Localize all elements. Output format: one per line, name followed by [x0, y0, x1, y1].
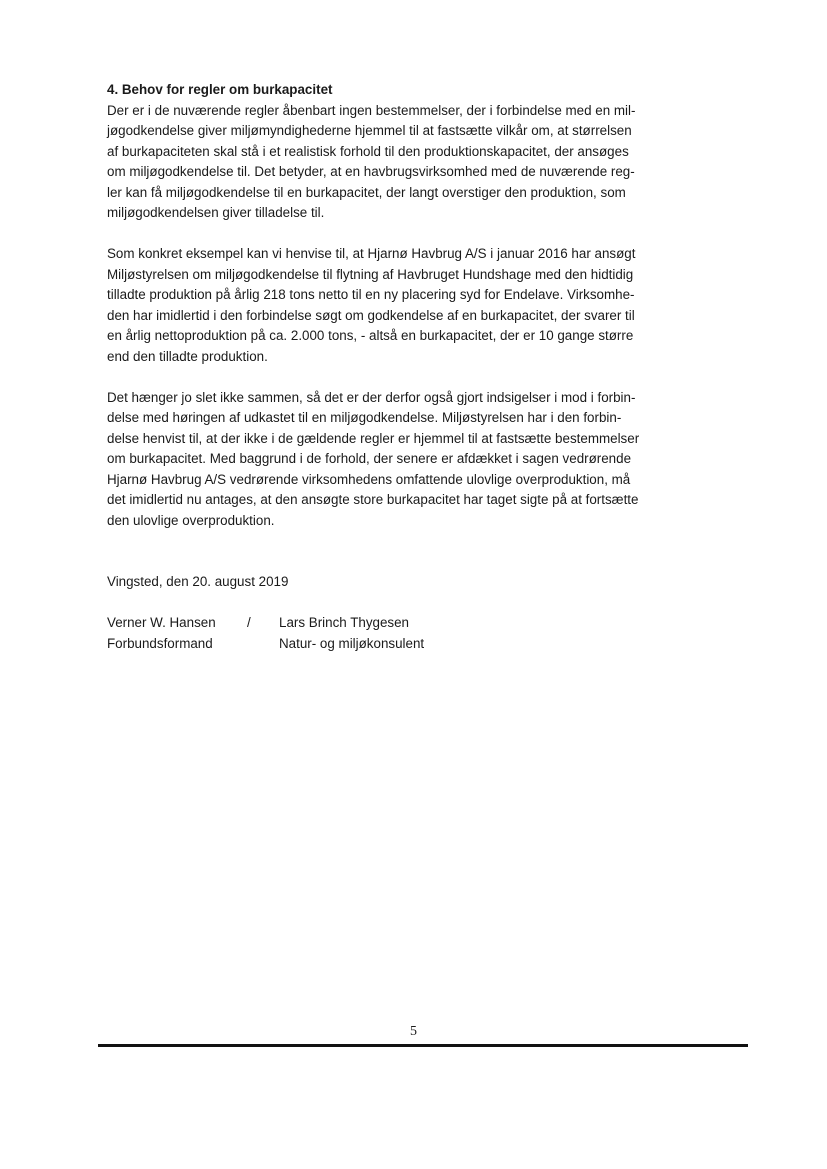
text-line: det imidlertid nu antages, at den ansøgte store burkapacitet har taget sigte på at fortsætte: [107, 492, 639, 507]
signer-1-title: Forbundsformand: [107, 635, 213, 651]
signer-2-title: Natur- og miljøkonsulent: [279, 635, 425, 651]
signer-separator: /: [247, 615, 251, 630]
text-line: Hjarnø Havbrug A/S vedrørende virksomhedens omfattende ulovlige overproduktion, må: [107, 471, 631, 487]
page-number: 5: [410, 1024, 417, 1039]
text-line: Som konkret eksempel kan vi henvise til, at Hjarnø Havbrug A/S i januar 2016 har ansøgt: [107, 246, 636, 261]
text-line: Miljøstyrelsen om miljøgodkendelse til flytning af Havbruget Hundshage med den hidtidig: [107, 266, 634, 282]
text-line: en årlig nettoproduktion på ca. 2.000 tons, - altså en burkapacitet, der er 10 gange større: [107, 328, 634, 343]
paragraph-2: [107, 244, 737, 367]
place-date: Vingsted, den 20. august 2019: [107, 574, 289, 589]
page-content: [107, 80, 737, 654]
text-line: delse med høringen af udkastet til en miljøgodkendelse. Miljøstyrelsen har i den forbin-: [107, 410, 622, 425]
text-line: miljøgodkendelsen giver tilladelse til.: [107, 205, 325, 220]
text-line: end den tilladte produktion.: [107, 348, 268, 364]
signer-2-name: Lars Brinch Thygesen: [279, 615, 410, 630]
text-line: om miljøgodkendelse til. Det betyder, at en havbrugsvirksomhed med de nuværende reg-: [107, 164, 635, 179]
section-heading: 4. Behov for regler om burkapacitet: [107, 82, 333, 97]
paragraph-1: [107, 101, 737, 224]
footer-rule: [98, 1044, 748, 1047]
text-line: af burkapaciteten skal stå i et realistisk forhold til den produktionskapacitet, der ansøges: [107, 143, 629, 159]
text-line: tilladte produktion på årlig 218 tons netto til en ny placering syd for Endelave. Virksomhe-: [107, 287, 635, 302]
text-line: om burkapacitet. Med baggrund i de forhold, der senere er afdækket i sagen vedrørende: [107, 451, 632, 466]
text-line: den har imidlertid i den forbindelse søgt om godkendelse af en burkapacitet, der svarer til: [107, 307, 635, 323]
text-line: Der er i de nuværende regler åbenbart ingen bestemmelser, der i forbindelse med en mil-: [107, 102, 636, 118]
text-line: den ulovlige overproduktion.: [107, 512, 275, 528]
text-line: Det hænger jo slet ikke sammen, så det er der derfor også gjort indsigelser i mod i forbin-: [107, 389, 636, 405]
text-line: jøgodkendelse giver miljømyndighederne hjemmel til at fastsætte vilkår om, at størrelsen: [107, 123, 632, 138]
text-line: ler kan få miljøgodkendelse til en burkapacitet, der langt overstiger den produktion, som: [107, 184, 626, 200]
signer-1-name: Verner W. Hansen: [107, 615, 216, 630]
paragraph-3: [107, 388, 737, 532]
signature-titles-row: [107, 634, 737, 655]
text-line: delse henvist til, at der ikke i de gældende regler er hjemmel til at fastsætte bestemmelser: [107, 430, 640, 446]
signature-names-row: [107, 613, 737, 634]
